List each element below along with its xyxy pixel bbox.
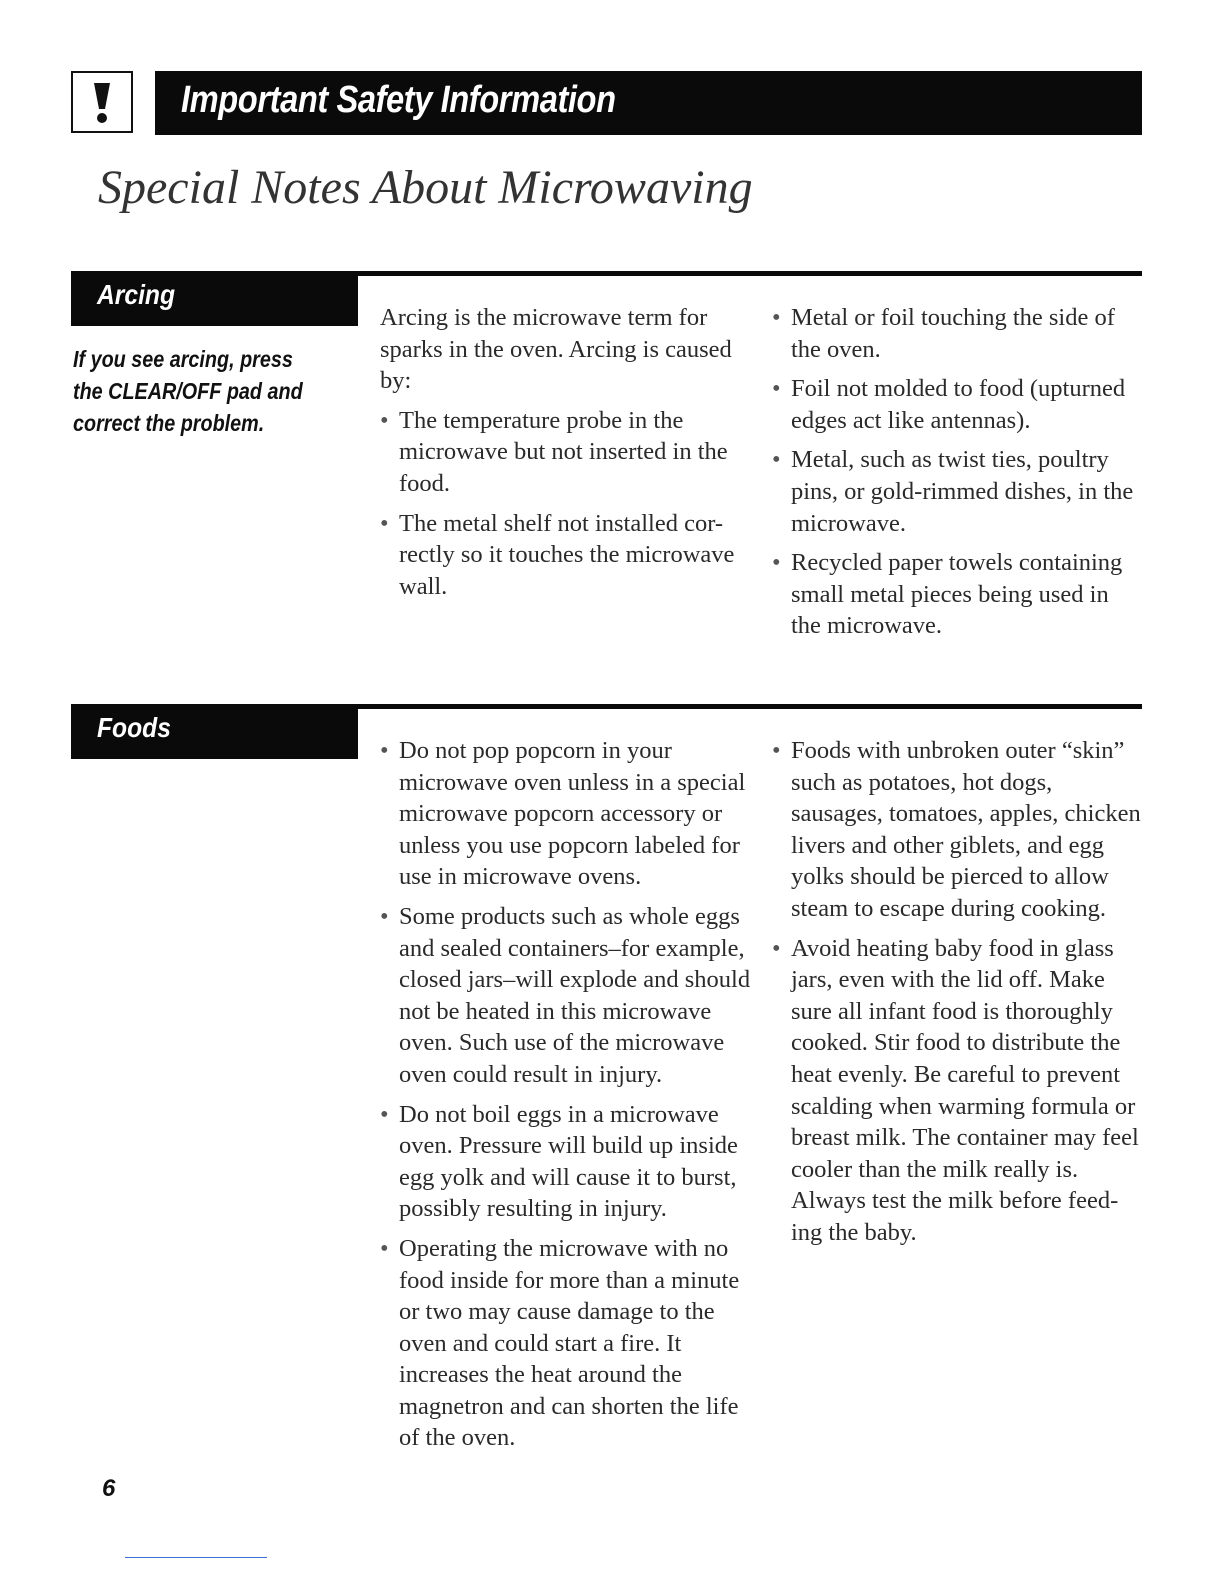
foods-label <box>71 704 358 759</box>
list-item: • Foods with unbroken outer “skin” such as potatoes, hot dogs, sausages, tomatoes, apples, chicken livers and other giblets, and egg yolks should be pierced to allow steam to escape during cooking. <box>772 735 1144 925</box>
list-item: • Do not pop popcorn in your microwave oven unless in a special microwave popcorn accessory or unless you use popcorn labeled for use in microwave ovens. <box>380 735 752 893</box>
page-number: 6 <box>102 1475 116 1502</box>
page-title: Important Safety Information <box>181 79 616 121</box>
header-bar <box>155 71 1142 135</box>
warning-icon <box>71 71 133 133</box>
arcing-rule <box>358 271 1142 276</box>
footer-divider <box>125 1557 267 1558</box>
arcing-intro: Arcing is the microwave term for sparks in the oven. Arcing is caused by: <box>380 304 732 395</box>
arcing-label <box>71 271 358 326</box>
list-item: • Operating the microwave with no food inside for more than a minute or two may cause damage to the oven and could start a fire. It increases the heat around the magnetron and can shorten the life of the oven. <box>380 1233 752 1454</box>
list-item: • Do not boil eggs in a microwave oven. Pressure will build up inside egg yolk and will cause it to burst, possibly resulting in injury. <box>380 1099 752 1225</box>
list-item: • Recycled paper towels containing small metal pieces being used in the microwave. <box>772 547 1144 642</box>
list-item: • Foil not molded to food (upturned edges act like antennas). <box>772 373 1144 436</box>
exclamation-icon <box>82 77 122 127</box>
arcing-column-2 <box>772 302 1144 650</box>
foods-label-text: Foods <box>97 712 171 743</box>
list-item: • The metal shelf not installed cor-rectly so it touches the microwave wall. <box>380 508 762 603</box>
foods-column-2 <box>772 735 1144 1257</box>
list-item: • Some products such as whole eggs and sealed containers–for example, closed jars–will explode and should not be heated in this microwave oven. Such use of the microwave oven could result in injury. <box>380 901 752 1091</box>
list-item: • Metal, such as twist ties, poultry pins, or gold-rimmed dishes, in the microwave. <box>772 444 1144 539</box>
foods-rule <box>358 704 1142 709</box>
foods-column-1 <box>380 735 752 1462</box>
list-item: • Avoid heating baby food in glass jars, even with the lid off. Make sure all infant food is thoroughly cooked. Stir food to distribute the heat evenly. Be careful to prevent scalding when warming formula or breast milk. The container may feel cooler than the milk really is. Always test the milk before feed-ing the baby. <box>772 933 1144 1249</box>
list-item: • Metal or foil touching the side of the oven. <box>772 302 1144 365</box>
arcing-label-text: Arcing <box>97 279 176 310</box>
section-subtitle: Special Notes About Microwaving <box>98 161 753 214</box>
arcing-column-1 <box>380 302 762 610</box>
list-item: • The temperature probe in the microwave but not inserted in the food. <box>380 405 762 500</box>
arcing-side-note: If you see arcing, press the CLEAR/OFF pad and correct the problem. <box>73 346 303 436</box>
